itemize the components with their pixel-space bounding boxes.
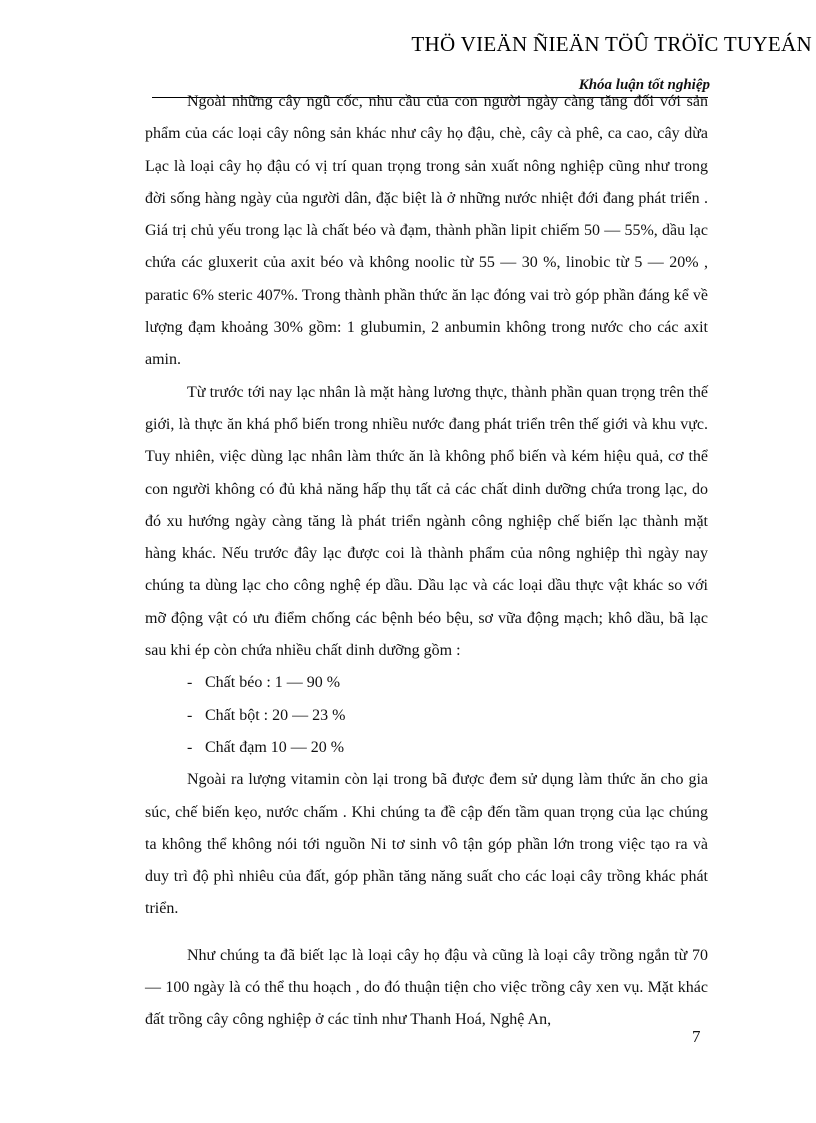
nutrient-list bbox=[145, 667, 708, 764]
list-item bbox=[145, 700, 708, 732]
paragraph: Từ trước tới nay lạc nhân là mặt hàng lương thực, thành phần quan trọng trên thế giới, là thực ăn khá phổ biến trong nhiều nước đang phát triển trên thế giới và khu vực. Tuy nhiên, việc dùng lạc nhân làm thức ăn là không phổ biến và kém hiệu quả, cơ thể con người không có đủ khả năng hấp thụ tất cả các chất dinh dưỡng chứa trong lạc, do đó xu hướng ngày càng tăng là phát triển ngành công nghiệp chế biến lạc thành mặt hàng khác. Nếu trước đây lạc được coi là thành phẩm của nông nghiệp thì ngày nay chúng ta dùng lạc cho công nghệ ép dầu. Dầu lạc và các loại dầu thực vật khác so với mỡ động vật có ưu điểm chống các bệnh béo bệu, sơ vữa động mạch; khô dầu, bã lạc sau khi ép còn chứa nhiều chất dinh dưỡng gồm : bbox=[145, 383, 708, 660]
body-text bbox=[145, 86, 708, 1037]
list-item bbox=[145, 667, 708, 699]
list-bullet: - bbox=[187, 738, 193, 756]
list-item-text: Chất đạm 10 — 20 % bbox=[205, 738, 345, 756]
library-watermark: THÖ VIEÄN ÑIEÄN TÖÛ TRÖÏC TUYEÁN bbox=[411, 32, 812, 56]
list-item-text: Chất béo : 1 — 90 % bbox=[205, 674, 341, 692]
list-bullet: - bbox=[187, 674, 193, 692]
list-item bbox=[145, 732, 708, 764]
page-number: 7 bbox=[692, 1027, 701, 1046]
paragraph: Ngoài những cây ngũ cốc, nhu cầu của con người ngày càng tăng đối với sản phẩm của các loại cây nông sản khác như cây họ đậu, chè, cây cà phê, ca cao, cây dừa Lạc là loại cây họ đậu có vị trí quan trọng trong sản xuất nông nghiệp cũng như trong đời sống hàng ngày của người dân, đặc biệt là ở những nước nhiệt đới đang phát triển . Giá trị chủ yếu trong lạc là chất béo và đạm, thành phần lipit chiếm 50 — 55%, dầu lạc chứa các gluxerit của axit béo và không noolic từ 55 — 30 %, linobic từ 5 — 20% , paratic 6% steric 407%. Trong thành phần thức ăn lạc đóng vai trò góp phần đáng kể về lượng đạm khoảng 30% gồm: 1 glubumin, 2 anbumin không trong nước cho các axit amin. bbox=[145, 93, 708, 369]
paragraph: Ngoài ra lượng vitamin còn lại trong bã được đem sử dụng làm thức ăn cho gia súc, chế biến kẹo, nước chấm . Khi chúng ta đề cập đến tầm quan trọng của lạc chúng ta không thể không nói tới nguồn Ni tơ sinh vô tận góp phần lớn trong việc tạo ra và duy trì độ phì nhiêu của đất, góp phần tăng năng suất cho các loại cây trồng khác phát triển. bbox=[145, 771, 708, 918]
list-bullet: - bbox=[187, 706, 193, 724]
list-item-text: Chất bột : 20 — 23 % bbox=[205, 706, 346, 724]
paragraph: Như chúng ta đã biết lạc là loại cây họ đậu và cũng là loại cây trồng ngắn từ 70 — 100 ngày là có thể thu hoạch , do đó thuận tiện cho việc trồng cây xen vụ. Mặt khác đất trồng cây công nghiệp ở các tỉnh như Thanh Hoá, Nghệ An, bbox=[145, 946, 708, 1029]
running-title: Khóa luận tốt nghiệp bbox=[578, 77, 710, 93]
